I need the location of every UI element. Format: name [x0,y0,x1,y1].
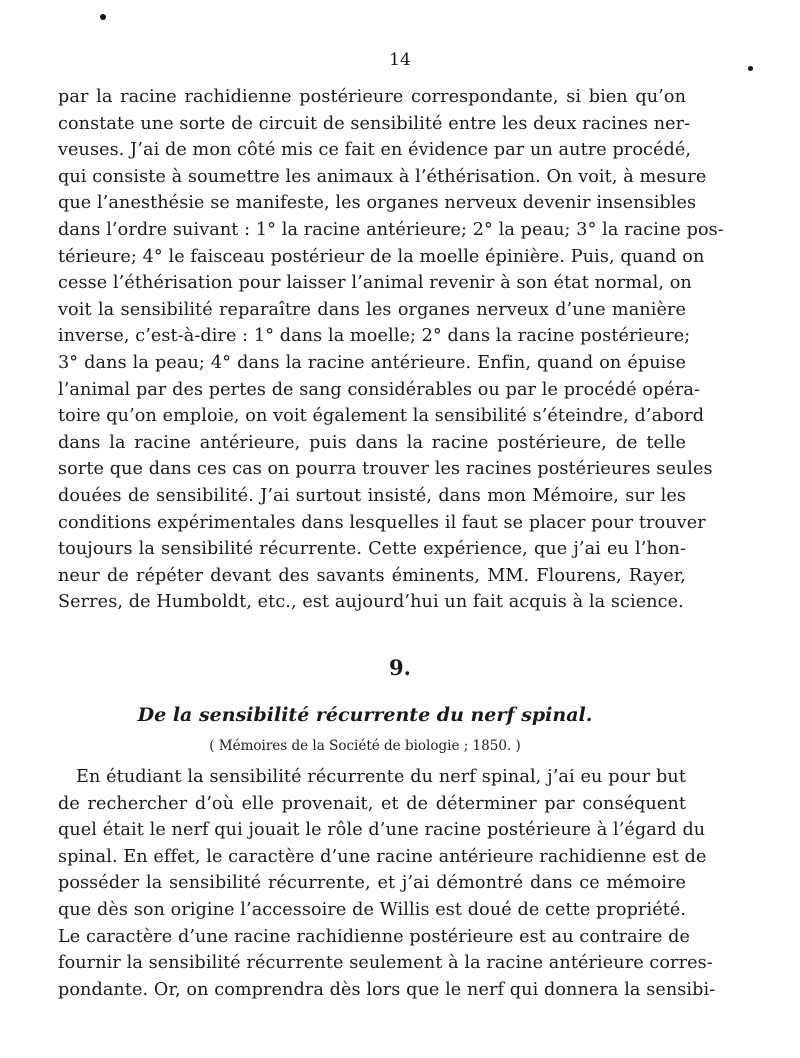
page-number: 14 [389,50,411,70]
text-line: veuses. J’ai de mon côté mis ce fait en évidence par un autre procédé, [58,140,692,161]
text-line: que l’anesthésie se manifeste, les organes nerveux devenir insensibles [58,193,697,214]
text-line: neur de répéter devant des savants éminents, MM. Flourens, Rayer, [58,565,686,586]
text-line: Le caractère d’une racine rachidienne postérieure est au contraire de [58,926,691,947]
text-line: que dès son origine l’accessoire de Willis est doué de cette propriété. [58,899,687,920]
section-number: 9. [389,655,411,680]
text-line: par la racine rachidienne postérieure correspondante, si bien qu’on [58,87,686,107]
text-line: spinal. En effet, le caractère d’une racine antérieure rachidienne est de [58,846,707,867]
text-line: de rechercher d’où elle provenait, et de déterminer par conséquent [58,793,686,814]
text-line: 3° dans la peau; 4° dans la racine antérieure. Enfin, quand on épuise [58,352,686,373]
text-line: dans la racine antérieure, puis dans la racine postérieure, de telle [58,432,686,453]
text-line: Serres, de Humboldt, etc., est aujourd’hui un fait acquis à la science. [58,592,684,613]
text-line: cesse l’éthérisation pour laisser l’animal revenir à son état normal, on [58,273,692,294]
text-line: conditions expérimentales dans lesquelles il faut se placer pour trouver [58,512,706,533]
text-line: térieure; 4° le faisceau postérieur de la moelle épinière. Puis, quand on [58,246,705,267]
text-line: toujours la sensibilité récurrente. Cette expérience, que j’ai eu l’hon- [58,539,686,560]
section-source: ( Mémoires de la Société de biologie ; 1850. ) [209,738,521,754]
section-title: De la sensibilité récurrente du nerf spinal. [137,704,593,726]
paragraph-2 [58,764,716,1003]
text-line: toire qu’on emploie, on voit également la sensibilité s’éteindre, d’abord [58,406,705,427]
text-line: inverse, c’est-à-dire : 1° dans la moelle; 2° dans la racine postérieure; [58,326,691,347]
text-line: douées de sensibilité. J’ai surtout insisté, dans mon Mémoire, sur les [58,485,686,506]
text-line: qui consiste à soumettre les animaux à l’éthérisation. On voit, à mesure [58,166,707,187]
text-line: En étudiant la sensibilité récurrente du nerf spinal, j’ai eu pour but [76,767,686,787]
text-line: dans l’ordre suivant : 1° la racine antérieure; 2° la peau; 3° la racine pos- [58,219,724,240]
text-line: fournir la sensibilité récurrente seulement à la racine antérieure corres- [58,953,713,974]
text-line: constate une sorte de circuit de sensibilité entre les deux racines ner- [58,113,691,134]
text-line: pondante. Or, on comprendra dès lors que le nerf qui donnera la sensibi- [58,979,716,1000]
text-line: l’animal par des pertes de sang considérables ou par le procédé opéra- [58,379,701,400]
paragraph-1 [58,84,724,616]
text-line: quel était le nerf qui jouait le rôle d’une racine postérieure à l’égard du [58,820,706,841]
text-line: sorte que dans ces cas on pourra trouver les racines postérieures seules [58,459,713,480]
text-line: voit la sensibilité reparaître dans les organes nerveux d’une manière [58,299,686,320]
print-speck [100,14,106,20]
text-line: posséder la sensibilité récurrente, et j’ai démontré dans ce mémoire [58,873,686,894]
